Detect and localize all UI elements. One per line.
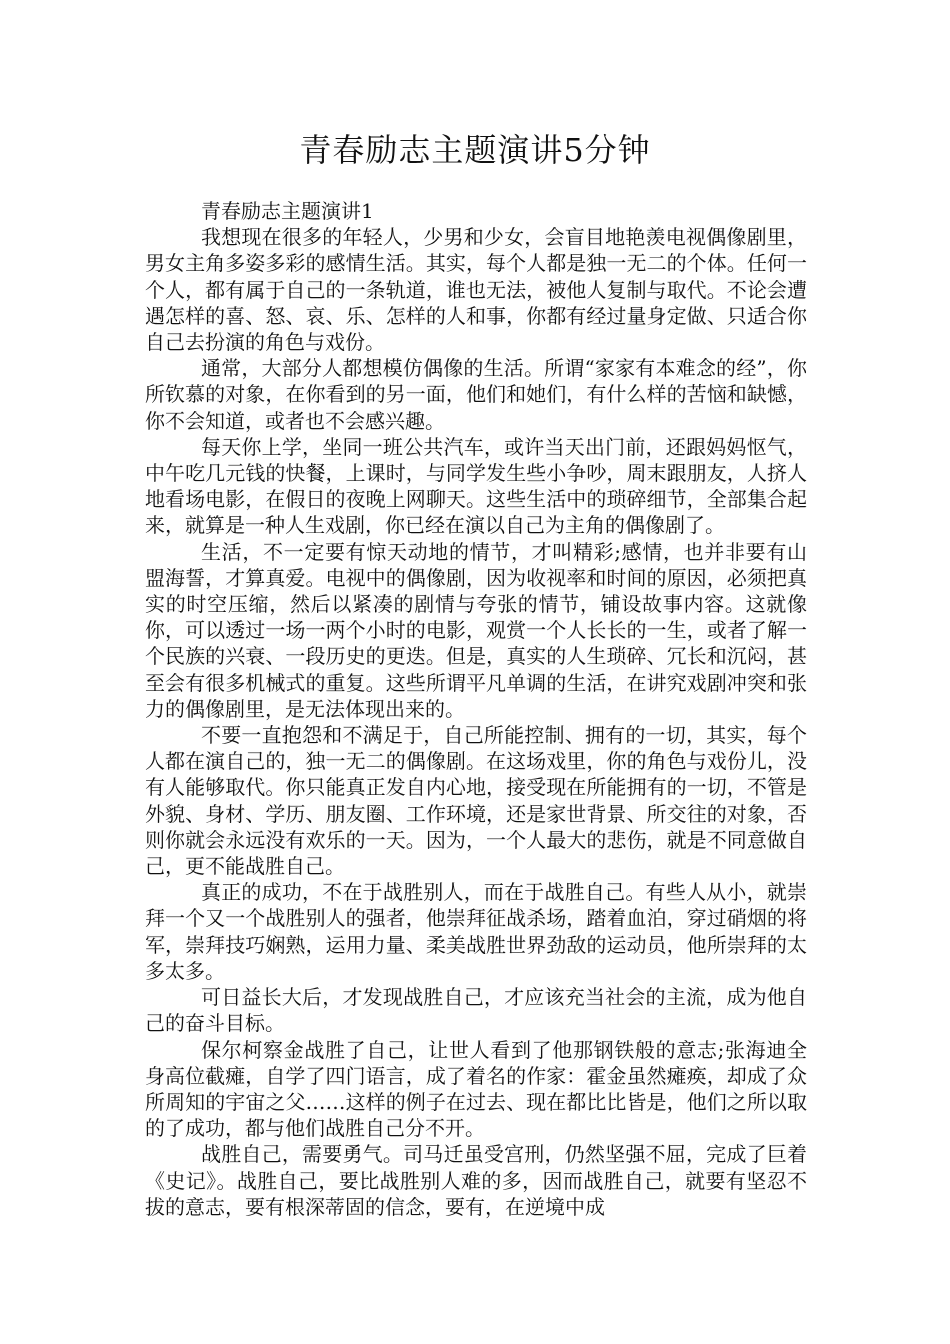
paragraph: 通常，大部分人都想模仿偶像的生活。所谓“家家有本难念的经”，你所钦慕的对象，在你看到的另一面，他们和她们，有什么样的苦恼和缺憾，你不会知道，或者也不会感兴趣。 (145, 356, 807, 433)
paragraph: 每天你上学，坐同一班公共汽车，或许当天出门前，还跟妈妈怄气，中午吃几元钱的快餐，上课时，与同学发生些小争吵，周末跟朋友，人挤人地看场电影，在假日的夜晚上网聊天。这些生活中的琐碎细节，全部集合起来，就算是一种人生戏剧，你已经在演以自己为主角的偶像剧了。 (145, 434, 807, 538)
paragraph: 我想现在很多的年轻人，少男和少女，会盲目地艳羡电视偶像剧里，男女主角多姿多彩的感情生活。其实，每个人都是独一无二的个体。任何一个人，都有属于自己的一条轨道，谁也无法，被他人复制与取代。不论会遭遇怎样的喜、怒、哀、乐、怎样的人和事，你都有经过量身定做、只适合你自己去扮演的角色与戏份。 (145, 225, 807, 355)
section-subtitle: 青春励志主题演讲1 (201, 199, 374, 223)
paragraph: 保尔柯察金战胜了自己，让世人看到了他那钢铁般的意志;张海迪全身高位截瘫，自学了四门语言，成了着名的作家：霍金虽然瘫痪，却成了众所周知的宇宙之父……这样的例子在过去、现在都比比皆是，他们之所以取的了成功，都与他们战胜自己分不开。 (145, 1037, 807, 1141)
paragraph: 战胜自己，需要勇气。司马迁虽受宫刑，仍然坚强不屈，完成了巨着《史记》。战胜自己，要比战胜别人难的多，因而战胜自己，就要有坚忍不拔的意志，要有根深蒂固的信念，要有，在逆境中成 (145, 1142, 807, 1219)
paragraph: 真正的成功，不在于战胜别人，而在于战胜自己。有些人从小，就崇拜一个又一个战胜别人的强者，他崇拜征战杀场，踏着血泊，穿过硝烟的将军，崇拜技巧娴熟，运用力量、柔美战胜世界劲敌的运动员，他所崇拜的太多太多。 (145, 880, 807, 983)
document-title: 青春励志主题演讲5分钟 (299, 131, 651, 169)
paragraph: 生活，不一定要有惊天动地的情节，才叫精彩;感情，也并非要有山盟海誓，才算真爱。电视中的偶像剧，因为收视率和时间的原因，必须把真实的时空压缩，然后以紧凑的剧情与夸张的情节，铺设故事内容。这就像你，可以透过一场一两个小时的电影，观赏一个人长长的一生，或者了解一个民族的兴衰、一段历史的更迭。但是，真实的人生琐碎、冗长和沉闷，甚至会有很多机械式的重复。这些所谓平凡单调的生活，在讲究戏剧冲突和张力的偶像剧里，是无法体现出来的。 (145, 539, 807, 721)
paragraph: 不要一直抱怨和不满足于，自己所能控制、拥有的一切，其实，每个人都在演自己的，独一无二的偶像剧。在这场戏里，你的角色与戏份儿，没有人能够取代。你只能真正发自内心地，接受现在所能拥有的一切，不管是外貌、身材、学历、朋友圈、工作环境，还是家世背景、所交往的对象，否则你就会永远没有欢乐的一天。因为，一个人最大的悲伤，就是不同意做自己，更不能战胜自己。 (145, 723, 807, 879)
document-body (145, 198, 807, 1220)
paragraph: 可日益长大后，才发现战胜自己，才应该充当社会的主流，成为他自己的奋斗目标。 (145, 985, 807, 1036)
